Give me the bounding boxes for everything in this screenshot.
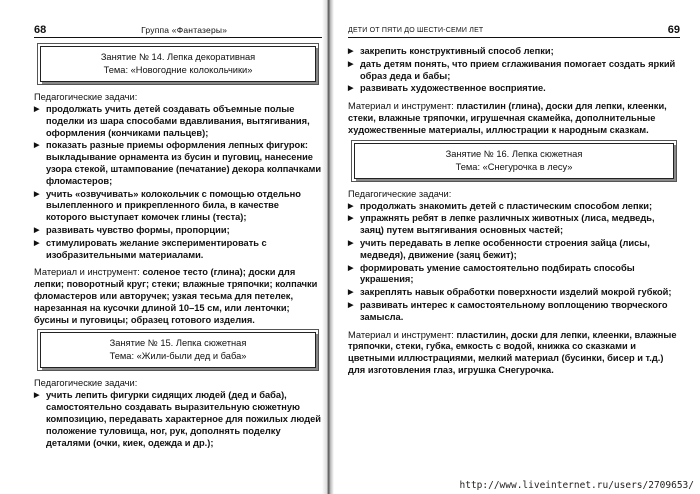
list-item: ▶ учить лепить фигурки сидящих людей (дед и баба), самостоятельно создавать выразительную сюжетную композицию, передавать характерное для пожилых людей положение туловища, ног, рук, дополнять поделку деталями (очки, киек, одежда и др.); (34, 390, 322, 449)
task-list (348, 46, 680, 95)
left-page (0, 0, 330, 494)
list-item: ▶ показать разные приемы оформления лепных фигурок: выкладывание орнамента из бусин и пуговиц, нанесение узора стекой, штампование (печатание) декора колпачками фломастеров; (34, 140, 322, 187)
lesson-14-title-box (40, 46, 316, 82)
page-number: 69 (667, 24, 680, 36)
lesson-title: Занятие № 15. Лепка сюжетная (109, 338, 247, 349)
watermark-url: http://www.liveinternet.ru/users/2709653/ (459, 480, 694, 491)
materials-text: пластилин (глина), доски для лепки, клеенки, стеки, влажные тряпочки, игрушечная скамейка, дополнительные художественные материалы, иллюстрации к народным сказкам. (348, 101, 667, 135)
materials-text: пластилин, доски для лепки, клеенки, влажные тряпочки, стеки, губка, емкость с водой, книжка со сказками и цветными иллюстрациями, мелкий материал (бусинки, бисер и т.д.) для изготовления глаз, игрушка Снегурочка. (348, 329, 677, 375)
running-head: Группа «Фантазеры» (141, 25, 228, 35)
list-item: ▶ закреплять навык обработки поверхности изделий мокрой губкой; (348, 287, 680, 299)
list-item: ▶ учить передавать в лепке особенности строения зайца (лисы, медведя), движение (заяц бежит); (348, 238, 680, 262)
tasks-label: Педагогические задачи: (348, 188, 452, 199)
lesson-theme: Тема: «Новогодние колокольчики» (103, 65, 253, 75)
list-item: ▶ учить «озвучивать» колокольчик с помощью отдельно вылепленного и прикрепленного била, в качестве которого выступает комочек глины (теста); (34, 189, 322, 224)
materials-paragraph (348, 101, 680, 136)
materials-paragraph (348, 330, 680, 377)
tasks-label: Педагогические задачи: (34, 378, 138, 389)
list-item: ▶ развивать чувство формы, пропорции; (34, 225, 322, 237)
list-item: ▶ стимулировать желание экспериментировать с изобразительными материалами. (34, 238, 322, 262)
tasks-label: Педагогические задачи: (34, 92, 138, 102)
list-item: ▶ развивать художественное восприятие. (348, 83, 680, 95)
task-list (34, 104, 322, 261)
lesson-theme: Тема: «Снегурочка в лесу» (455, 161, 573, 172)
task-list (348, 201, 680, 324)
materials-label: Материал и инструмент: (34, 267, 140, 278)
right-header (348, 24, 680, 38)
lesson-title: Занятие № 16. Лепка сюжетная (445, 148, 583, 159)
page-number: 68 (34, 24, 47, 36)
right-page (330, 0, 700, 494)
materials-text: соленое тесто (глина); доски для лепки; поворотный круг; стеки; влажные тряпочки; колпачки фломастеров или авторучек; узкая тесьма для петелек, нарезанная на кусочки длиной 10–15 см, или ленточки; бусины и пуговицы; образец готового изделия. (34, 267, 318, 325)
materials-label: Материал и инструмент: (348, 101, 454, 112)
left-header (34, 24, 322, 38)
lesson-16-title-box (354, 143, 674, 179)
lesson-theme: Тема: «Жили-были дед и баба» (109, 351, 247, 362)
lesson-title: Занятие № 14. Лепка декоративная (100, 52, 256, 62)
materials-paragraph (34, 267, 322, 326)
list-item: ▶ продолжать знакомить детей с пластическим способом лепки; (348, 201, 680, 213)
lesson-15-title-box (40, 332, 316, 368)
running-head: ДЕТИ ОТ ПЯТИ ДО ШЕСТИ-СЕМИ ЛЕТ (348, 26, 484, 34)
materials-label: Материал и инструмент: (348, 329, 454, 340)
list-item: ▶ упражнять ребят в лепке различных животных (лиса, медведь, заяц) путем вытягивания основных частей; (348, 213, 680, 237)
list-item: ▶ развивать интерес к самостоятельному воплощению творческого замысла. (348, 300, 680, 324)
list-item: ▶ дать детям понять, что прием сглаживания помогает создать яркий образ деда и бабы; (348, 59, 680, 83)
list-item: ▶ продолжать учить детей создавать объемные полые поделки из шара способами вдавливания, вытягивания, оформления (кончиками пальцев); (34, 104, 322, 139)
list-item: ▶ закрепить конструктивный способ лепки; (348, 46, 680, 58)
list-item: ▶ формировать умение самостоятельно подбирать способы украшения; (348, 263, 680, 287)
task-list (34, 390, 322, 449)
